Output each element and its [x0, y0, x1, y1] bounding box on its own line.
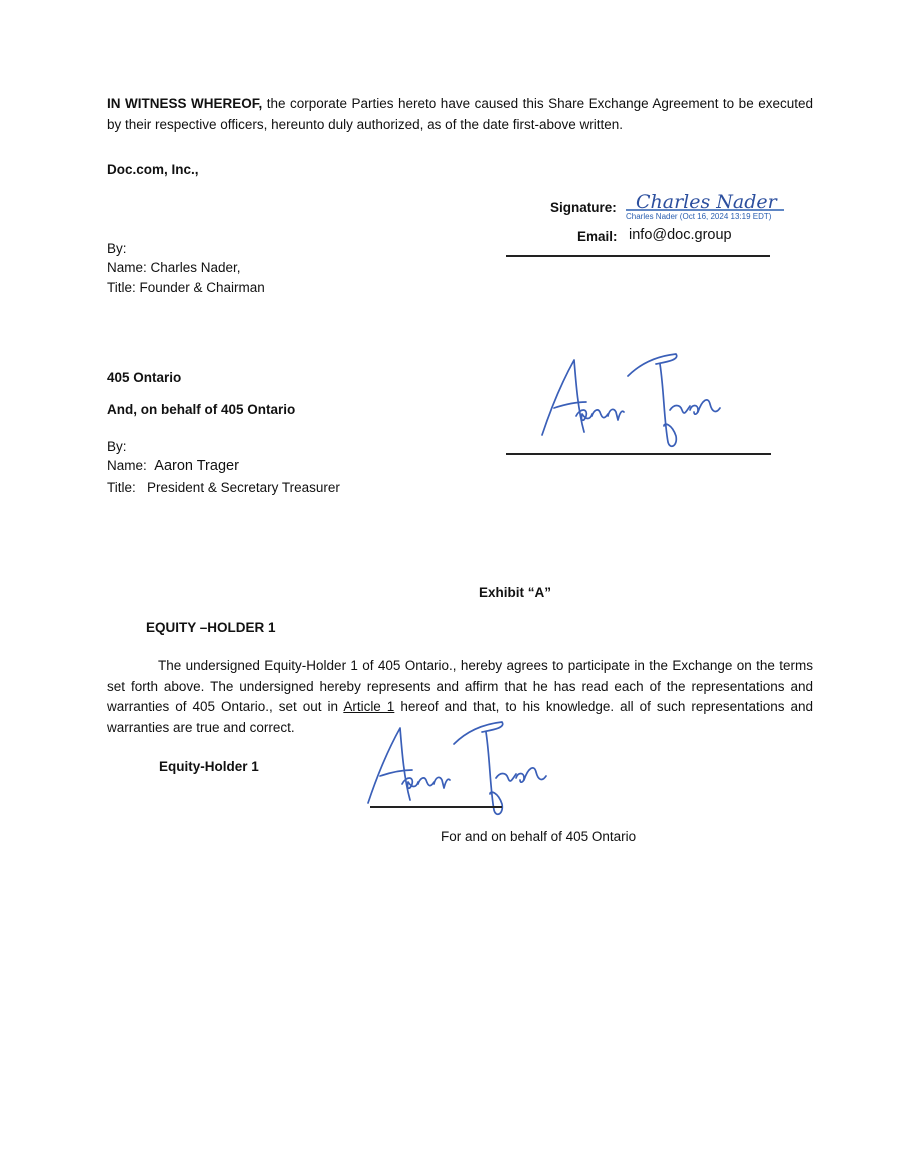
- aaron-trager-signature-1: [536, 350, 726, 450]
- party2-title-label: Title:: [107, 480, 136, 495]
- party2-name-label: Name:: [107, 458, 147, 473]
- email-value: info@doc.group: [629, 227, 732, 243]
- signature-label: Signature:: [550, 200, 617, 215]
- esign-signature-line: [506, 255, 770, 257]
- exhibit-para-before: The undersigned Equity-Holder 1 of 405 Ontario., hereby agrees to participate in the Exchange on the terms set forth above. The undersigned hereby represents and affirm that he has read each of the representations and warranties of 405 Ontario., set out in: [107, 658, 813, 714]
- party2-company: 405 Ontario: [107, 370, 182, 385]
- witness-paragraph: [107, 94, 813, 135]
- party2-title-value: President & Secretary Treasurer: [147, 480, 340, 495]
- signature-stamp: Charles Nader (Oct 16, 2024 13:19 EDT): [626, 212, 772, 221]
- party2-name-value: Aaron Trager: [154, 458, 239, 474]
- aaron-trager-signature-2: [362, 718, 552, 818]
- exhibit-heading: Exhibit “A”: [479, 585, 552, 600]
- witness-text: the corporate Parties hereto have caused this Share Exchange Agreement to be executed by their respective officers, hereunto duly authorized, as of the date first-above written.: [107, 96, 813, 132]
- party1-name: Name: Charles Nader,: [107, 260, 241, 275]
- party2-title-row: [107, 480, 340, 495]
- party2-name-row: [107, 458, 239, 474]
- party2-by-label: By:: [107, 439, 127, 454]
- witness-lead: IN WITNESS WHEREOF,: [107, 96, 263, 111]
- party2-behalf: And, on behalf of 405 Ontario: [107, 402, 296, 417]
- party1-title: Title: Founder & Chairman: [107, 280, 265, 295]
- equity-holder-label: Equity-Holder 1: [159, 759, 259, 774]
- exhibit-para-after: hereof and that, to his knowledge. all of such representations and warranties are true and correct.: [107, 699, 813, 735]
- charles-nader-signature: [634, 188, 786, 214]
- email-label: Email:: [577, 229, 618, 244]
- behalf-line: For and on behalf of 405 Ontario: [441, 829, 637, 844]
- exhibit-subheading: EQUITY –HOLDER 1: [146, 620, 276, 635]
- article-1-reference: Article 1: [343, 699, 395, 714]
- party1-company: Doc.com, Inc.,: [107, 162, 199, 177]
- equity-holder-signature-line: [370, 806, 502, 808]
- party1-by-label: By:: [107, 241, 127, 256]
- party2-signature-line: [506, 453, 771, 455]
- charles-nader-signature-text: Charles Nader: [636, 191, 777, 213]
